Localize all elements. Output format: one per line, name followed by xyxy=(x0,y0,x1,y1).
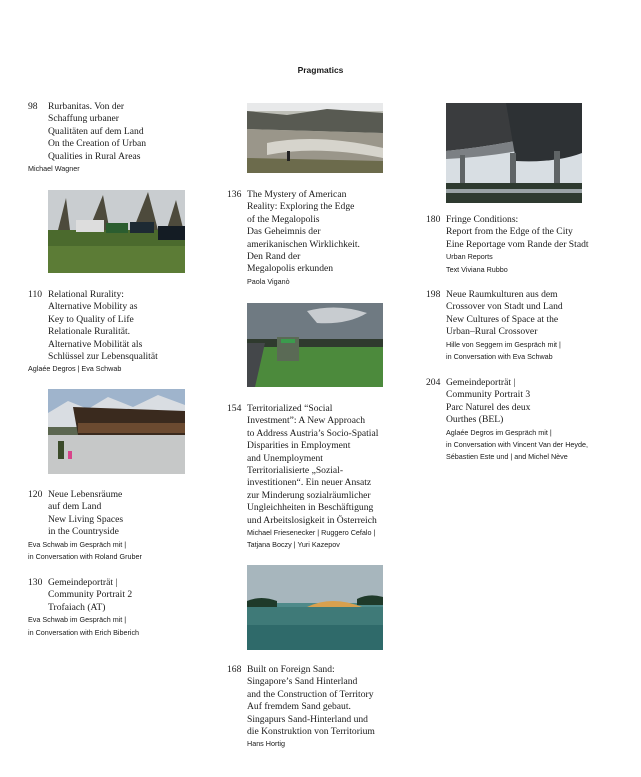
toc-entry-136[interactable] xyxy=(227,189,412,288)
entry-title-line: Parc Naturel des deux xyxy=(446,401,531,413)
entry-author: Sébastien Este und | and Michel Nève xyxy=(446,452,568,462)
entry-author: Text Viviana Rubbo xyxy=(446,264,508,274)
entry-author: Michael Friesenecker | Ruggero Cefalo | xyxy=(247,528,376,538)
entry-title-line: Schlüssel zur Lebensqualität xyxy=(48,351,158,363)
entry-title-line: Ourthes (BEL) xyxy=(446,414,504,426)
entry-title-line: zur Minderung sozialräumlicher xyxy=(247,489,371,501)
entry-title-line: Urban–Rural Crossover xyxy=(446,326,538,338)
entry-title-line: die Konstruktion von Territorium xyxy=(247,726,375,738)
entry-title-line: Den Rand der xyxy=(247,251,301,263)
page-number: 180 xyxy=(426,214,441,225)
entry-title-line: amerikanischen Wirklichkeit. xyxy=(247,238,360,250)
entry-title-line: Reality: Exploring the Edge xyxy=(247,201,355,213)
toc-entry-110[interactable] xyxy=(28,289,213,376)
entry-title-line: Ungleichheiten in Beschäftigung xyxy=(247,502,374,514)
sand-beach-photo xyxy=(247,565,383,650)
entry-author: in Conversation with Vincent Van der Heyde, xyxy=(446,440,588,450)
page-number: 98 xyxy=(28,101,38,112)
entry-title-line: Neue Raumkulturen aus dem xyxy=(446,289,558,300)
toc-entry-120[interactable] xyxy=(28,489,213,563)
village-cars-photo xyxy=(48,190,185,273)
entry-author: Michael Wagner xyxy=(28,164,80,174)
entry-author: in Conversation with Roland Gruber xyxy=(28,552,142,562)
entry-author: Urban Reports xyxy=(446,252,493,262)
entry-author: in Conversation with Eva Schwab xyxy=(446,352,553,362)
page-number: 198 xyxy=(426,289,441,300)
field-sign-photo xyxy=(247,303,383,387)
page-number: 168 xyxy=(227,664,242,675)
entry-author: Paola Viganò xyxy=(247,276,290,286)
entry-title-line: auf dem Land xyxy=(48,501,102,513)
entry-title-line: Gemeindeporträt | xyxy=(446,377,516,388)
entry-title-line: and Unemployment xyxy=(247,452,323,464)
entry-title-line: in the Countryside xyxy=(48,526,119,538)
toc-entry-130[interactable] xyxy=(28,577,213,639)
entry-title-line: Relationale Ruralität. xyxy=(48,326,131,338)
entry-author: in Conversation with Erich Biberich xyxy=(28,627,140,637)
page-number: 130 xyxy=(28,577,43,588)
entry-author: Hans Hortig xyxy=(247,739,285,749)
entry-author: Hille von Seggern im Gespräch mit | xyxy=(446,339,561,349)
entry-title-line: und Arbeitslosigkeit in Österreich xyxy=(247,514,377,526)
entry-title-line: Qualities in Rural Areas xyxy=(48,150,141,162)
entry-title-line: Singapurs Sand-Hinterland und xyxy=(247,713,368,725)
entry-title-line: Report from the Edge of the City xyxy=(446,226,573,238)
entry-title-line: Singapore’s Sand Hinterland xyxy=(247,676,358,688)
entry-title-line: Megalopolis erkunden xyxy=(247,263,334,275)
entry-author: Eva Schwab im Gespräch mit | xyxy=(28,539,127,549)
highway-overpass-photo xyxy=(446,103,582,203)
mountain-building-photo xyxy=(48,389,185,474)
page-number: 204 xyxy=(426,377,441,388)
entry-title-line: New Cultures of Space at the xyxy=(446,313,559,325)
entry-title-line: Rurbanitas. Von der xyxy=(48,101,125,112)
entry-title-line: Das Geheimnis der xyxy=(247,226,321,238)
section-title: Pragmatics xyxy=(297,65,344,75)
entry-author: Eva Schwab im Gespräch mit | xyxy=(28,615,127,625)
quarry-landscape-photo xyxy=(247,103,383,173)
entry-title-line: to Address Austria’s Socio-Spatial xyxy=(247,427,379,439)
entry-title-line: Neue Lebensräume xyxy=(48,489,123,500)
entry-title-line: Fringe Conditions: xyxy=(446,214,519,225)
toc-entry-204[interactable] xyxy=(426,377,636,464)
entry-author: Aglaée Degros im Gespräch mit | xyxy=(446,427,552,437)
entry-title-line: Community Portrait 3 xyxy=(446,389,531,401)
entry-author: Aglaée Degros | Eva Schwab xyxy=(28,364,122,374)
entry-title-line: Territorialisierte „Sozial- xyxy=(247,465,344,477)
toc-entry-168[interactable] xyxy=(227,664,427,751)
entry-title-line: investitionen“. Ein neuer Ansatz xyxy=(247,477,372,489)
entry-title-line: Qualitäten auf dem Land xyxy=(48,125,144,137)
entry-title-line: New Living Spaces xyxy=(48,513,124,525)
toc-entry-154[interactable] xyxy=(227,403,427,552)
page-number: 154 xyxy=(227,403,242,414)
entry-title-line: Relational Rurality: xyxy=(48,289,124,300)
toc-entry-180[interactable] xyxy=(426,214,626,276)
entry-title-line: Community Portrait 2 xyxy=(48,589,133,601)
entry-title-line: Auf fremdem Sand gebaut. xyxy=(247,701,351,713)
entry-title-line: The Mystery of American xyxy=(247,189,347,200)
toc-entry-98[interactable] xyxy=(28,101,213,175)
entry-title-line: Trofaiach (AT) xyxy=(48,601,106,613)
entry-title-line: On the Creation of Urban xyxy=(48,138,147,150)
entry-title-line: of the Megalopolis xyxy=(247,213,320,225)
entry-title-line: Built on Foreign Sand: xyxy=(247,664,335,675)
entry-title-line: Territorialized “Social xyxy=(247,403,333,414)
entry-title-line: Disparities in Employment xyxy=(247,440,351,452)
entry-title-line: and the Construction of Territory xyxy=(247,688,374,700)
entry-title-line: Gemeindeporträt | xyxy=(48,577,118,588)
toc-entry-198[interactable] xyxy=(426,289,626,363)
entry-title-line: Schaffung urbaner xyxy=(48,113,119,125)
entry-title-line: Alternative Mobility as xyxy=(48,301,138,313)
entry-author: Tatjana Boczy | Yuri Kazepov xyxy=(247,540,340,550)
entry-title-line: Key to Quality of Life xyxy=(48,313,134,325)
page-number: 120 xyxy=(28,489,43,500)
page-number: 136 xyxy=(227,189,242,200)
entry-title-line: Eine Reportage vom Rande der Stadt xyxy=(446,238,589,250)
entry-title-line: Alternative Mobilität als xyxy=(48,338,143,350)
entry-title-line: Investment”: A New Approach xyxy=(247,415,366,427)
entry-title-line: Crossover von Stadt und Land xyxy=(446,301,563,313)
page-number: 110 xyxy=(28,289,43,300)
